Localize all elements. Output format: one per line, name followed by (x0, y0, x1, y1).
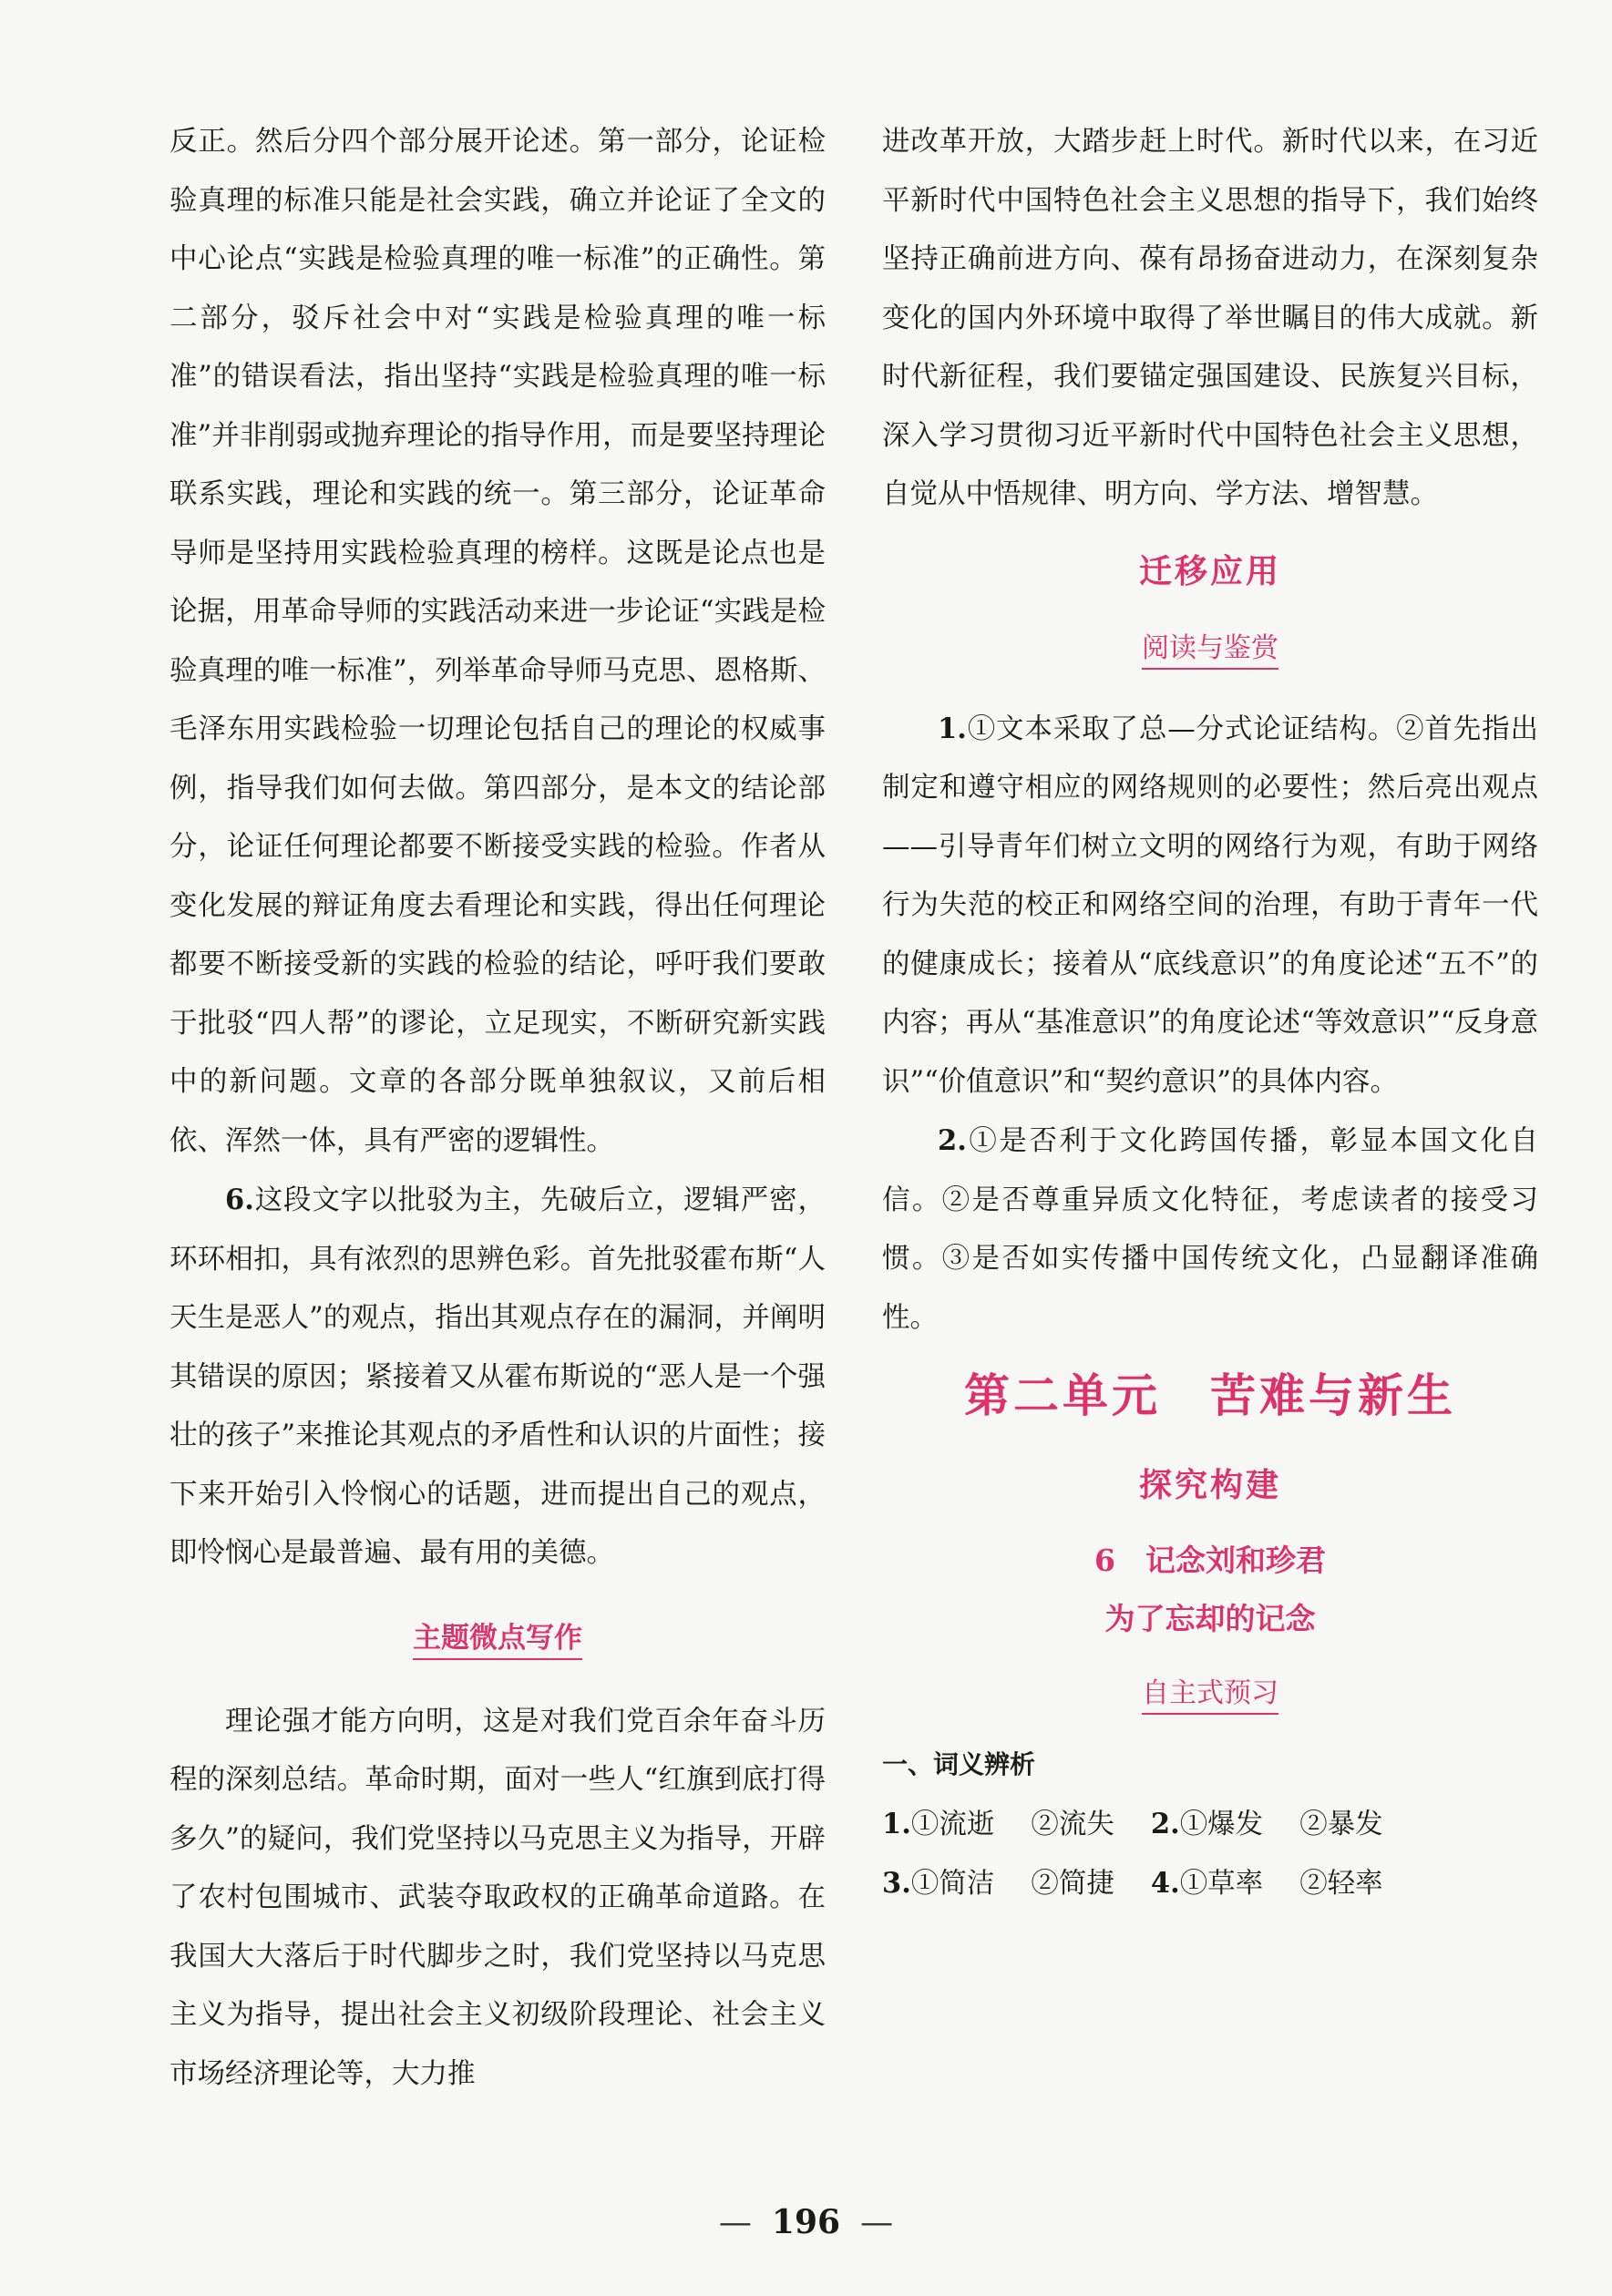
answer-1 (882, 700, 1538, 1112)
vocab-4-a: ①草率 (1179, 1868, 1264, 1900)
vocab-1-a: ①流逝 (910, 1808, 995, 1840)
section-transfer-application: 迁移应用 (1138, 552, 1281, 590)
vocab-3-a: ①简洁 (910, 1868, 995, 1900)
section-theme-writing-label: 主题微点写作 (413, 1622, 582, 1660)
vocab-1-b: ②流失 (1031, 1808, 1114, 1840)
vocab-2-a: ①爆发 (1179, 1808, 1264, 1840)
answer-6-number: 6. (225, 1184, 254, 1216)
vocab-4-number: 4. (1150, 1867, 1180, 1900)
left-paragraph-3: 理论强才能方向明，这是对我们党百余年奋斗历程的深刻总结。革命时期，面对一些人“红旗到底打得多久”的疑问，我们党坚持以马克思主义为指导，开辟了农村包围城市、武装夺取政权的正确革命道路。在我国大大落后于时代脚步之时，我们党坚持以马克思主义为指导，提出社会主义初级阶段理论、社会主义市场经济理论等，大力推 (169, 1705, 826, 2090)
answer-2 (882, 1112, 1538, 1348)
right-column (882, 113, 1538, 1914)
answer-6 (169, 1171, 826, 1584)
vocab-subheading: 一、词义辨析 (882, 1749, 1036, 1779)
lesson-title-line-2: 为了忘却的记念 (1104, 1601, 1316, 1636)
right-paragraph-1: 进改革开放，大踏步赶上时代。新时代以来，在习近平新时代中国特色社会主义思想的指导下，我们始终坚持正确前进方向、葆有昂扬奋进动力，在深刻复杂变化的国内外环境中取得了举世瞩目的伟大成就。新时代新征程，我们要锚定强国建设、民族复兴目标，深入学习贯彻习近平新时代中国特色社会主义思想，自觉从中悟规律、明方向、学方法、增智慧。 (882, 126, 1538, 510)
unit-title: 第二单元 苦难与新生 (964, 1368, 1456, 1422)
page-number-value: 196 (771, 2203, 841, 2241)
section-reading-appreciation (882, 620, 1538, 678)
answer-1-number: 1. (938, 712, 967, 745)
answer-1-text: ①文本采取了总—分式论证结构。②首先指出制定和遵守相应的网络规则的必要性；然后亮出观点——引导青年们树立文明的网络行为观，有助于网络行为失范的校正和网络空间的治理，有助于青年一代的健康成长；接着从“底线意识”的角度论述“五不”的内容；再从“基准意识”的角度论述“等效意识”“反身意识”“价值意识”和“契约意识”的具体内容。 (882, 712, 1538, 1098)
vocab-3-number: 3. (882, 1867, 911, 1900)
answer-2-text: ①是否利于文化跨国传播，彰显本国文化自信。②是否尊重异质文化特征，考虑读者的接受习惯。③是否如实传播中国传统文化，凸显翻译准确性。 (882, 1125, 1538, 1334)
left-column (169, 113, 826, 2104)
lesson-title-line-1: 6 记念刘和珍君 (1094, 1543, 1326, 1578)
section-self-preview (882, 1665, 1538, 1723)
section-self-preview-label: 自主式预习 (1142, 1677, 1278, 1715)
answer-2-number: 2. (938, 1124, 967, 1157)
section-inquiry-construction: 探究构建 (1138, 1467, 1281, 1504)
vocab-2-b: ②暴发 (1299, 1808, 1383, 1840)
vocab-row-2 (882, 1854, 1538, 1914)
vocab-3-b: ②简捷 (1031, 1868, 1114, 1900)
vocab-4-b: ②轻率 (1299, 1868, 1383, 1900)
page-number: — 196 — (718, 2203, 894, 2241)
vocab-1-number: 1. (882, 1807, 911, 1840)
left-paragraph-1: 反正。然后分四个部分展开论述。第一部分，论证检验真理的标准只能是社会实践，确立并论证了全文的中心论点“实践是检验真理的唯一标准”的正确性。第二部分，驳斥社会中对“实践是检验真理的唯一标准”的错误看法，指出坚持“实践是检验真理的唯一标准”并非削弱或抛弃理论的指导作用，而是要坚持理论联系实践，理论和实践的统一。第三部分，论证革命导师是坚持用实践检验真理的榜样。这既是论点也是论据，用革命导师的实践活动来进一步论证“实践是检验真理的唯一标准”，列举革命导师马克思、恩格斯、毛泽东用实践检验一切理论包括自己的理论的权威事例，指导我们如何去做。第四部分，是本文的结论部分，论证任何理论都要不断接受实践的检验。作者从变化发展的辩证角度去看理论和实践，得出任何理论都要不断接受新的实践的检验的结论，呼吁我们要敢于批驳“四人帮”的谬论，立足现实，不断研究新实践中的新问题。文章的各部分既单独叙议，又前后相依、浑然一体，具有严密的逻辑性。 (169, 126, 826, 1157)
section-reading-appreciation-label: 阅读与鉴赏 (1142, 632, 1278, 670)
section-theme-writing (169, 1609, 826, 1667)
vocab-2-number: 2. (1150, 1807, 1180, 1840)
vocab-row-1 (882, 1795, 1538, 1855)
answer-6-text: 这段文字以批驳为主，先破后立，逻辑严密，环环相扣，具有浓烈的思辨色彩。首先批驳霍布斯“人天生是恶人”的观点，指出其观点存在的漏洞，并阐明其错误的原因；紧接着又从霍布斯说的“恶人是一个强壮的孩子”来推论其观点的矛盾性和认识的片面性；接下来开始引入怜悯心的话题，进而提出自己的观点，即怜悯心是最普遍、最有用的美德。 (169, 1184, 826, 1569)
